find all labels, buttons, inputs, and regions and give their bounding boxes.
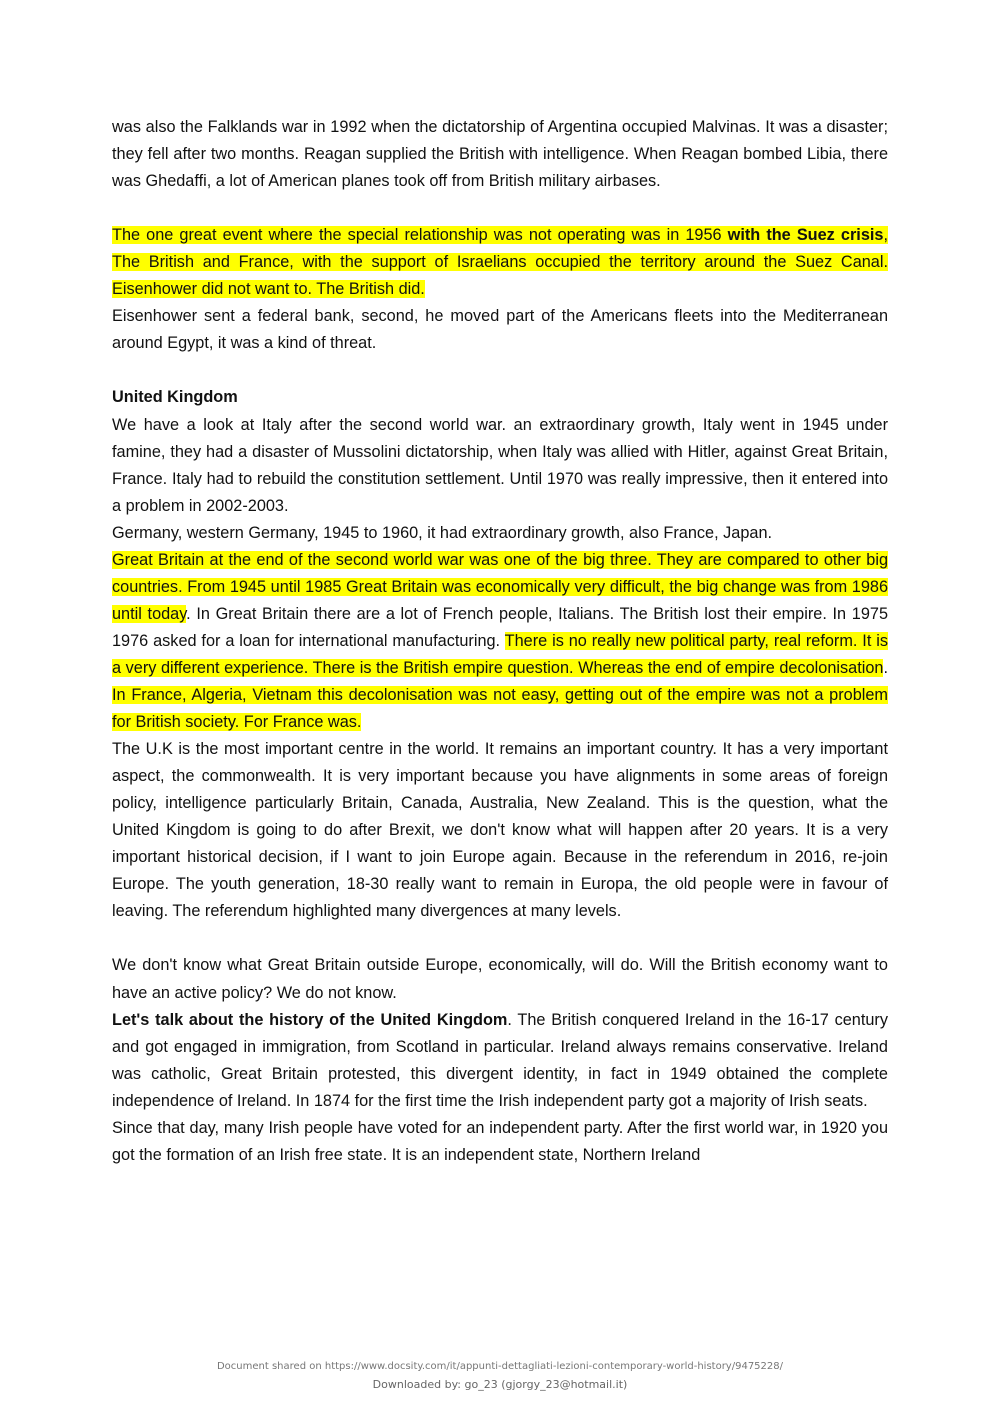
- highlight-text: There is no really new political party, real reform. It is a very different experience. There is the British empire question. Whereas the end of empire decolonisation: [112, 631, 888, 677]
- highlight-text: In France, Algeria, Vietnam this decolonisation was not easy, getting out of the empire was not a problem for British society. For France was.: [112, 685, 888, 732]
- highlight-text: , The British and France, with the support of Israelians occupied the territory around the Suez Canal. Eisenhower did not want to. The British did.: [112, 226, 888, 299]
- paragraph-irish: Since that day, many Irish people have voted for an independent party. After the first world war, in 1920 you got the formation of an Irish free state. It is an independent state, Northern Ireland: [112, 1118, 888, 1164]
- plain-text: .: [883, 658, 888, 677]
- bold-highlight-text: with the Suez crisis: [727, 226, 884, 245]
- paragraph-history: [112, 1007, 888, 1115]
- paragraph-suez-crisis: [112, 222, 888, 303]
- document-body: [112, 114, 888, 1169]
- paragraph-uk-commonwealth: The U.K is the most important centre in the world. It remains an important country. It has a very important aspect, the commonwealth. It is very important because you have alignments in some areas of foreign policy, intelligence particularly Britain, Canada, Australia, New Zealand. This is the question, what the United Kingdom is going to do after Brexit, we don't know what will happen after 20 years. It is a very important historical decision, if I want to join Europe again. Because in the referendum in 2016, re-join Europe. The youth generation, 18-30 really want to remain in Europa, the old people were in favour of leaving. The referendum highlighted many divergences at many levels.: [112, 740, 888, 921]
- paragraph-great-britain: [112, 547, 888, 736]
- paragraph-germany: Germany, western Germany, 1945 to 1960, it had extraordinary growth, also France, Japan.: [112, 523, 773, 542]
- footer-shared-link: Document shared on https://www.docsity.com/it/appunti-dettagliati-lezioni-contemporary-world-history/9475228/: [216, 1361, 783, 1372]
- blank-line: [112, 195, 888, 222]
- paragraph-falklands: was also the Falklands war in 1992 when the dictatorship of Argentina occupied Malvinas. It was a disaster; they fell after two months. Reagan supplied the British with intelligence. When Reagan bombed Libia, there was Ghedaffi, a lot of American planes took off from British military airbases.: [112, 118, 888, 191]
- paragraph-eisenhower: Eisenhower sent a federal bank, second, he moved part of the Americans fleets into the Mediterranean around Egypt, it was a kind of threat.: [112, 307, 888, 353]
- blank-line: [112, 357, 888, 384]
- footer-downloaded-by: Downloaded by: go_23 (gjorgy_23@hotmail.it): [372, 1378, 628, 1391]
- paragraph-italy: We have a look at Italy after the second world war. an extraordinary growth, Italy went in 1945 under famine, they had a disaster of Mussolini dictatorship, when Italy was allied with Hitler, against Great Britain, France. Italy had to rebuild the constitution settlement. Until 1970 was really impressive, then it entered into a problem in 2002-2003.: [112, 415, 888, 515]
- highlight-text: Great Britain at the end of the second world war was one of the big three. They are compared to other big countries. From 1945 until 1985 Great Britain was economically very difficult, the big change was from 1986 until today: [112, 550, 888, 623]
- bold-text: Let's talk about the history of the United Kingdom: [112, 1010, 508, 1029]
- paragraph-economy: We don't know what Great Britain outside Europe, economically, will do. Will the British economy want to have an active policy? We do not know.: [112, 956, 888, 1002]
- plain-text: . The British conquered Ireland in the 16-17 century and got engaged in immigration, from Scotland in particular. Ireland always remains conservative. Ireland was catholic, Great Britain protested, this divergent identity, in fact in 1949 obtained the complete independence of Ireland. In 1874 for the first time the Irish independent party got a majority of Irish seats.: [112, 1010, 888, 1110]
- blank-line: [112, 925, 888, 952]
- highlight-text: The one great event where the special relationship was not operating was in 1956: [112, 226, 728, 245]
- plain-text: . In Great Britain there are a lot of French people, Italians. The British lost their empire. In 1975 1976 asked for a loan for international manufacturing.: [112, 604, 889, 650]
- section-heading: United Kingdom: [112, 388, 238, 407]
